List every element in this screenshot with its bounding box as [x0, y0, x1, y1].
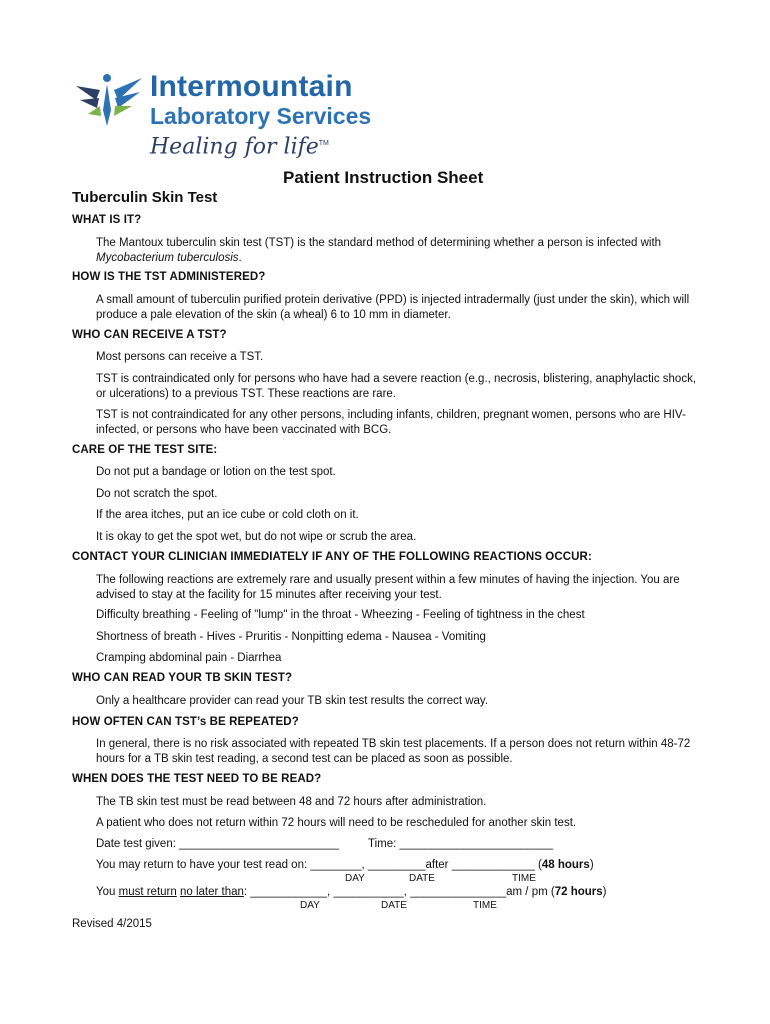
- paragraph-contact-3: Shortness of breath - Hives - Pruritis - Nonpitting edema - Nausea - Vomiting: [96, 631, 486, 643]
- heading-contact: CONTACT YOUR CLINICIAN IMMEDIATELY IF ANY OF THE FOLLOWING REACTIONS OCCUR:: [72, 551, 592, 563]
- page-title: Patient Instruction Sheet: [283, 168, 484, 187]
- paragraph-care-3: If the area itches, put an ice cube or cold cloth on it.: [96, 509, 359, 521]
- logo-line-2: Laboratory Services: [150, 103, 372, 129]
- revised-date: Revised 4/2015: [72, 918, 152, 930]
- must-day-caption: DAY: [300, 900, 320, 911]
- paragraph-who-3: TST is not contraindicated for any other persons, including infants, children, pregnant women, persons who are HIV-infected, or persons who have been vaccinated with BCG.: [96, 409, 686, 436]
- logo-mark-icon: [70, 70, 148, 134]
- heading-administered: HOW IS THE TST ADMINISTERED?: [72, 271, 266, 283]
- paragraph-administered: A small amount of tuberculin purified protein derivative (PPD) is injected intradermally (just under the skin), which will produce a pale elevation of the skin (a wheal) 6 to 10 mm in diameter.: [96, 294, 690, 321]
- must-return-line[interactable]: You must return no later than: ____________, ___________, _______________am / pm (72 hours): [96, 886, 607, 898]
- paragraph-when-2: A patient who does not return within 72 hours will need to be rescheduled for another skin test.: [96, 817, 577, 829]
- paragraph-who-can-read: Only a healthcare provider can read your TB skin test results the correct way.: [96, 695, 489, 707]
- paragraph-what-is-it: The Mantoux tuberculin skin test (TST) is the standard method of determining whether a person is infected with Mycobacterium tuberculosis.: [96, 237, 662, 264]
- paragraph-when-1: The TB skin test must be read between 48 and 72 hours after administration.: [96, 796, 487, 808]
- date-given-field[interactable]: Date test given: _________________________: [96, 838, 339, 850]
- paragraph-care-4: It is okay to get the spot wet, but do not wipe or scrub the area.: [96, 531, 417, 543]
- heading-who-can-receive: WHO CAN RECEIVE A TST?: [72, 329, 227, 341]
- return-read-line[interactable]: You may return to have your test read on: ________, _________after _____________ (48 hours): [96, 859, 594, 871]
- heading-repeat: HOW OFTEN CAN TST’s BE REPEATED?: [72, 716, 299, 728]
- paragraph-contact-2: Difficulty breathing - Feeling of "lump" in the throat - Wheezing - Feeling of tightness in the chest: [96, 609, 585, 621]
- return-date-caption: DATE: [409, 873, 435, 884]
- must-time-caption: TIME: [473, 900, 497, 911]
- logo-tagline: Healing for life™: [150, 134, 329, 160]
- logo-line-1: Intermountain: [150, 70, 353, 103]
- paragraph-contact-1: The following reactions are extremely rare and usually present within a few minutes of having the injection. You are advised to stay at the facility for 15 minutes after receiving your test.: [96, 574, 680, 601]
- heading-what-is-it: WHAT IS IT?: [72, 214, 142, 226]
- paragraph-contact-4: Cramping abdominal pain - Diarrhea: [96, 652, 282, 664]
- paragraph-who-1: Most persons can receive a TST.: [96, 351, 264, 363]
- time-given-field[interactable]: Time: ________________________: [368, 838, 554, 850]
- intermountain-logo: [70, 68, 390, 168]
- paragraph-care-2: Do not scratch the spot.: [96, 488, 218, 500]
- paragraph-care-1: Do not put a bandage or lotion on the test spot.: [96, 466, 336, 478]
- paragraph-repeat: In general, there is no risk associated with repeated TB skin test placements. If a person does not return within 48-72 hours for a TB skin test reading, a second test can be placed as soon as possible.: [96, 738, 691, 765]
- heading-care: CARE OF THE TEST SITE:: [72, 444, 218, 456]
- heading-when-read: WHEN DOES THE TEST NEED TO BE READ?: [72, 773, 322, 785]
- paragraph-who-2: TST is contraindicated only for persons who have had a severe reaction (e.g., necrosis, blistering, anaphylactic shock, or ulcerations) to a previous TST. These reactions are rare.: [96, 373, 697, 400]
- return-day-caption: DAY: [345, 873, 365, 884]
- page-subtitle: Tuberculin Skin Test: [72, 189, 218, 206]
- must-date-caption: DATE: [381, 900, 407, 911]
- heading-who-can-read: WHO CAN READ YOUR TB SKIN TEST?: [72, 672, 293, 684]
- return-time-caption: TIME: [512, 873, 536, 884]
